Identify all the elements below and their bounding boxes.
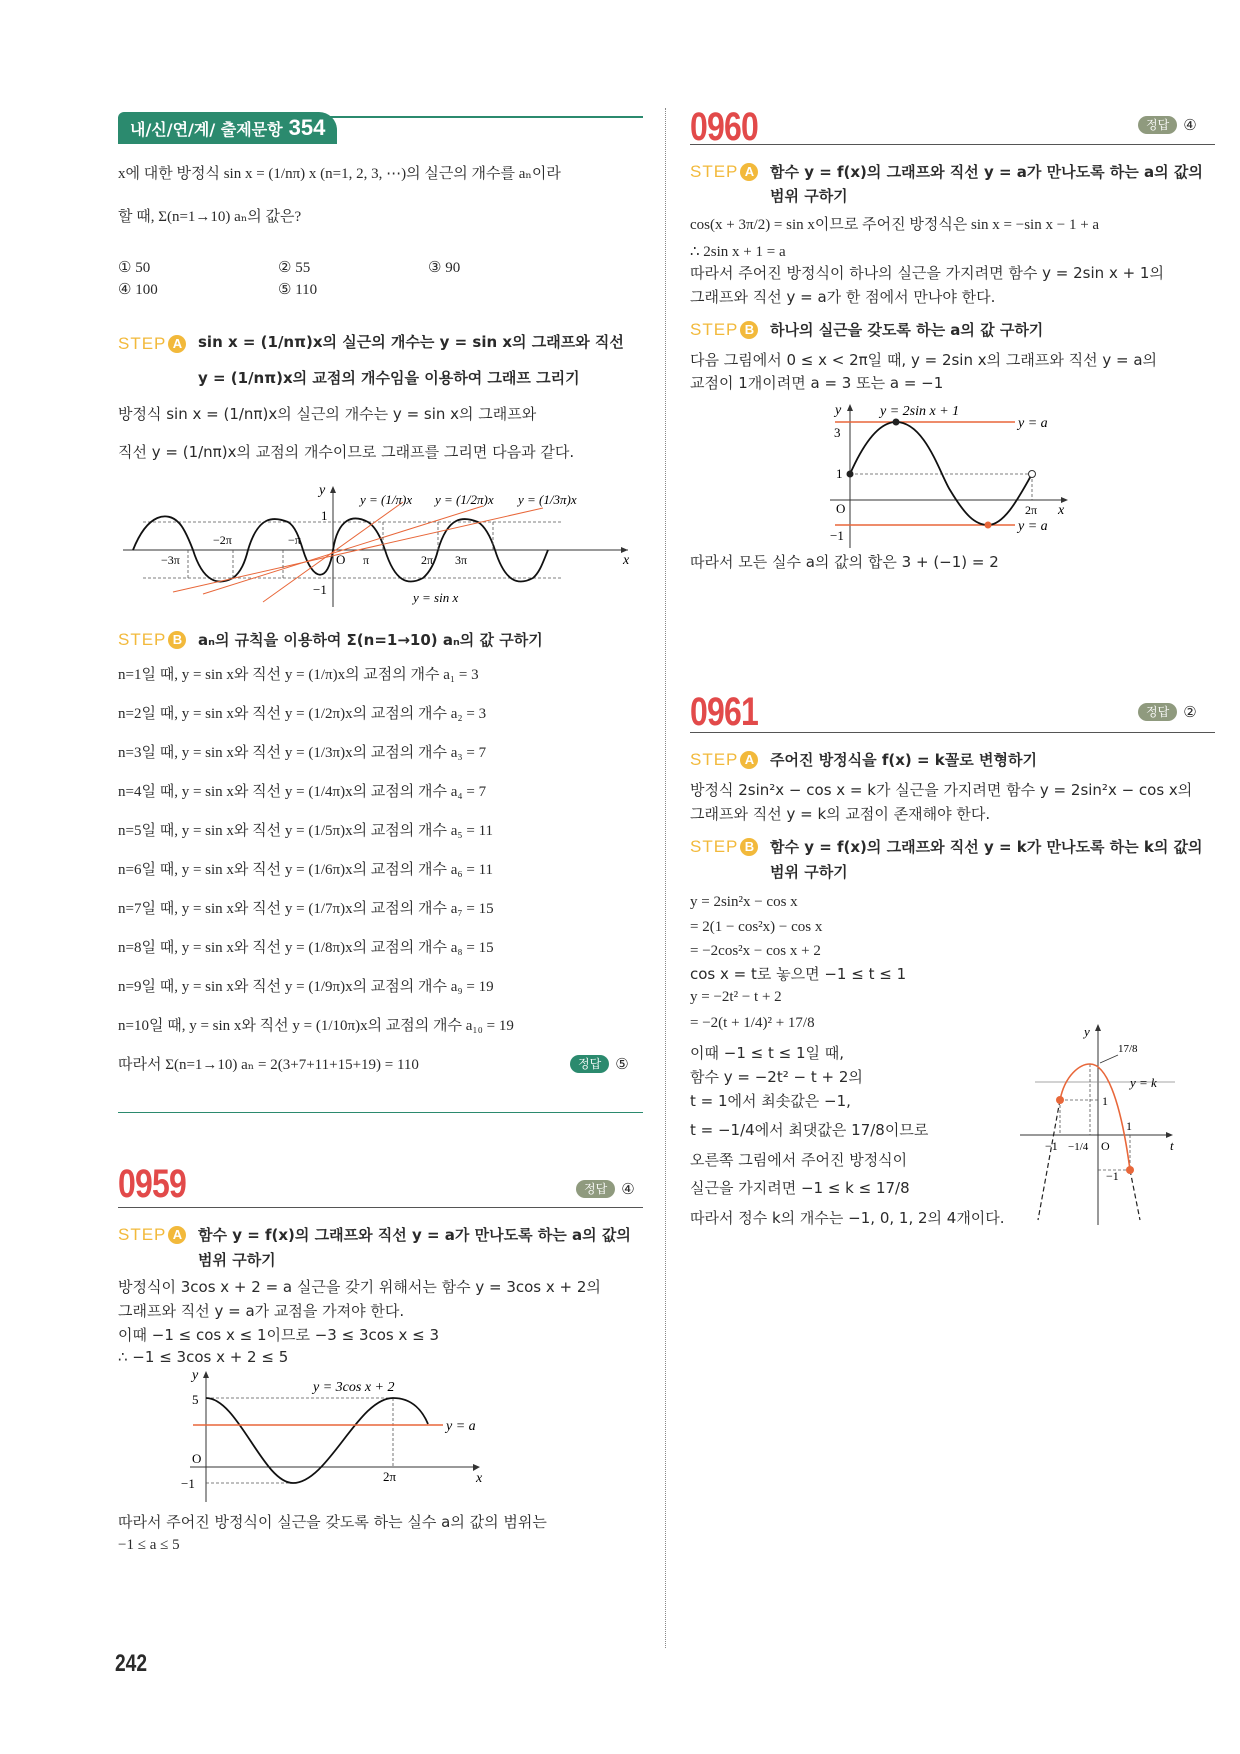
svg-text:O: O xyxy=(836,501,846,516)
svg-text:y: y xyxy=(192,1368,199,1383)
step-a-label: STEP A xyxy=(118,1225,186,1245)
p0959-step-a-title-1: 함수 y = f(x)의 그래프와 직선 y = a가 만나도록 하는 a의 값의 xyxy=(198,1226,631,1244)
step-b-conclusion: 따라서 Σ(n=1→10) aₙ = 2(3+7+11+15+19) = 110 xyxy=(118,1057,419,1073)
left-column xyxy=(118,112,643,1672)
source-tag-number: 354 xyxy=(288,115,326,140)
svg-text:1: 1 xyxy=(836,466,843,481)
step-b-label: STEP B xyxy=(690,320,758,340)
svg-text:1: 1 xyxy=(1126,1119,1132,1133)
parabola-graph-0961 xyxy=(1010,1020,1190,1230)
step-b-title: aₙ의 규칙을 이용하여 Σ(n=1→10) aₙ의 값 구하기 xyxy=(198,631,543,649)
section-rule xyxy=(118,1112,643,1113)
step-b-row-10: n=10일 때, y = sin x와 직선 y = (1/10π)x의 교점의 개수 a₁₀ = 19 xyxy=(118,1018,514,1034)
p0961-body-b-11: 오른쪽 그림에서 주어진 방정식이 xyxy=(690,1151,908,1169)
step-a-title-1: sin x = (1/nπ)x의 실근의 개수는 y = sin x의 그래프와 직선 xyxy=(198,333,624,351)
answer-0960 xyxy=(1138,116,1197,134)
p0961-body-b-1: y = 2sin²x − cos x xyxy=(690,894,798,910)
step-a-heading xyxy=(118,334,186,354)
svg-text:−1: −1 xyxy=(313,582,327,597)
p0960-body-a-1: cos(x + 3π/2) = sin x이므로 주어진 방정식은 sin x = −sin x − 1 + a xyxy=(690,217,1100,233)
p0961-step-b-heading xyxy=(690,837,758,857)
problem-line-2: 할 때, Σ(n=1→10) aₙ의 값은? xyxy=(118,209,302,225)
answer-value: ② xyxy=(1183,703,1197,721)
answer-354 xyxy=(570,1055,629,1073)
svg-text:−1: −1 xyxy=(1045,1139,1058,1153)
step-b-row-5: n=5일 때, y = sin x와 직선 y = (1/5π)x의 교점의 개수 a₅ = 11 xyxy=(118,823,494,839)
p0961-body-b-10: t = −1/4에서 최댓값은 17/8이므로 xyxy=(690,1121,929,1139)
problem-line-1: x에 대한 방정식 sin x = (1/nπ) x (n=1, 2, 3, ⋯)의 실근의 개수를 aₙ이라 xyxy=(118,166,561,182)
source-tag xyxy=(118,112,337,144)
answer-value: ⑤ xyxy=(615,1055,629,1073)
svg-text:y = a: y = a xyxy=(1018,416,1048,431)
step-b-row-7: n=7일 때, y = sin x와 직선 y = (1/7π)x의 교점의 개수 a₇ = 15 xyxy=(118,901,494,917)
svg-text:1: 1 xyxy=(321,508,328,523)
svg-text:x: x xyxy=(623,553,630,568)
step-b-row-6: n=6일 때, y = sin x와 직선 y = (1/6π)x의 교점의 개수 a₆ = 11 xyxy=(118,862,494,878)
svg-text:O: O xyxy=(1101,1139,1110,1153)
answer-pill: 정답 xyxy=(1138,703,1177,721)
p0959-conclusion-2: −1 ≤ a ≤ 5 xyxy=(118,1537,180,1553)
svg-text:y = 2sin x + 1: y = 2sin x + 1 xyxy=(880,404,960,419)
step-b-row-8: n=8일 때, y = sin x와 직선 y = (1/8π)x의 교점의 개수 a₈ = 15 xyxy=(118,940,494,956)
p0961-step-a-title: 주어진 방정식을 f(x) = k꼴로 변형하기 xyxy=(770,751,1037,769)
svg-text:y = 3cos x + 2: y = 3cos x + 2 xyxy=(313,1380,395,1395)
p0959-body-4: ∴ −1 ≤ 3cos x + 2 ≤ 5 xyxy=(118,1348,289,1366)
cos-graph xyxy=(178,1367,498,1507)
choice-2[interactable]: ② 55 xyxy=(278,260,311,276)
p0960-body-b-1: 다음 그림에서 0 ≤ x < 2π일 때, y = 2sin x의 그래프와 직선 y = a의 xyxy=(690,351,1158,369)
svg-text:y: y xyxy=(319,483,326,498)
problem-number-0960: 0960 xyxy=(690,105,758,149)
answer-0959 xyxy=(576,1180,635,1198)
svg-text:π: π xyxy=(363,553,370,567)
answer-0961 xyxy=(1138,703,1197,721)
p0961-body-b-12: 실근을 가지려면 −1 ≤ k ≤ 17/8 xyxy=(690,1179,910,1197)
problem-rule xyxy=(690,732,1215,733)
svg-text:y = a: y = a xyxy=(1018,519,1048,534)
p0961-step-b-title-1: 함수 y = f(x)의 그래프와 직선 y = k가 만나도록 하는 k의 값의 xyxy=(770,838,1203,856)
p0961-body-b-2: = 2(1 − cos²x) − cos x xyxy=(690,919,823,935)
svg-text:3π: 3π xyxy=(455,553,468,567)
p0961-body-b-13: 따라서 정수 k의 개수는 −1, 0, 1, 2의 4개이다. xyxy=(690,1209,1005,1227)
answer-value: ④ xyxy=(621,1180,635,1198)
p0960-body-a-4: 그래프와 직선 y = a가 한 점에서 만나야 한다. xyxy=(690,288,996,306)
svg-text:2π: 2π xyxy=(383,1469,397,1484)
svg-text:y = (1/π)x: y = (1/π)x xyxy=(360,492,413,507)
svg-text:x: x xyxy=(476,1471,483,1486)
svg-text:O: O xyxy=(192,1451,202,1466)
svg-text:y = a: y = a xyxy=(446,1419,476,1434)
p0959-body-2: 그래프와 직선 y = a가 교점을 가져야 한다. xyxy=(118,1302,405,1320)
sine-lines-graph xyxy=(123,482,643,612)
answer-pill: 정답 xyxy=(570,1055,609,1073)
p0961-body-b-3: = −2cos²x − cos x + 2 xyxy=(690,943,821,959)
p0961-body-b-6: = −2(t + 1/4)² + 17/8 xyxy=(690,1015,815,1031)
tag-rule xyxy=(318,116,643,118)
p0960-step-a-title-1: 함수 y = f(x)의 그래프와 직선 y = a가 만나도록 하는 a의 값의 xyxy=(770,163,1203,181)
p0960-step-b-heading xyxy=(690,320,758,340)
step-b-row-3: n=3일 때, y = sin x와 직선 y = (1/3π)x의 교점의 개수 a₃ = 7 xyxy=(118,745,487,761)
svg-text:−1: −1 xyxy=(830,528,844,543)
svg-text:2π: 2π xyxy=(421,553,434,567)
svg-text:−1: −1 xyxy=(1106,1169,1119,1183)
problem-rule xyxy=(118,1207,643,1208)
step-a-title-2: y = (1/nπ)x의 교점의 개수임을 이용하여 그래프 그리기 xyxy=(198,369,580,387)
column-divider xyxy=(665,108,666,1648)
p0960-body-a-3: 따라서 주어진 방정식이 하나의 실근을 가지려면 함수 y = 2sin x + 1의 xyxy=(690,264,1164,282)
step-b-row-9: n=9일 때, y = sin x와 직선 y = (1/9π)x의 교점의 개수 a₉ = 19 xyxy=(118,979,494,995)
svg-text:2π: 2π xyxy=(1025,503,1038,517)
choice-1[interactable]: ① 50 xyxy=(118,260,151,276)
p0959-step-a-heading xyxy=(118,1225,186,1245)
svg-text:3: 3 xyxy=(834,425,841,440)
answer-pill: 정답 xyxy=(576,1180,615,1198)
p0961-step-b-title-2: 범위 구하기 xyxy=(770,863,848,881)
svg-text:17/8: 17/8 xyxy=(1118,1043,1138,1055)
step-b-badge: B xyxy=(168,631,186,649)
step-b-label: STEP B xyxy=(118,630,186,650)
answer-value: ④ xyxy=(1183,116,1197,134)
step-b-heading xyxy=(118,630,186,650)
svg-text:t: t xyxy=(1170,1138,1174,1153)
problem-number-0959: 0959 xyxy=(118,1162,186,1206)
step-b-label: STEP B xyxy=(690,837,758,857)
p0960-conclusion: 따라서 모든 실수 a의 값의 합은 3 + (−1) = 2 xyxy=(690,553,999,571)
p0961-body-b-9: t = 1에서 최솟값은 −1, xyxy=(690,1092,851,1110)
p0961-body-b-8: 함수 y = −2t² − t + 2의 xyxy=(690,1068,863,1086)
svg-text:5: 5 xyxy=(192,1392,199,1407)
p0961-body-b-5: y = −2t² − t + 2 xyxy=(690,989,782,1005)
p0961-body-a-1: 방정식 2sin²x − cos x = k가 실근을 가지려면 함수 y = 2sin²x − cos x의 xyxy=(690,781,1193,799)
step-a-label: STEP A xyxy=(690,162,758,182)
step-a-badge: A xyxy=(168,335,186,353)
svg-text:O: O xyxy=(336,552,346,567)
choice-3[interactable]: ③ 90 xyxy=(428,260,461,276)
step-a-label: STEP A xyxy=(690,750,758,770)
p0961-body-b-4: cos x = t로 놓으면 −1 ≤ t ≤ 1 xyxy=(690,965,907,983)
p0961-body-b-7: 이때 −1 ≤ t ≤ 1일 때, xyxy=(690,1044,845,1062)
page-number: 242 xyxy=(115,1650,148,1677)
svg-text:x: x xyxy=(1058,503,1065,518)
svg-text:y = (1/3π)x: y = (1/3π)x xyxy=(518,492,577,507)
p0961-body-a-2: 그래프와 직선 y = k의 교점이 존재해야 한다. xyxy=(690,805,991,823)
p0959-body-1: 방정식이 3cos x + 2 = a 실근을 갖기 위해서는 함수 y = 3cos x + 2의 xyxy=(118,1278,601,1296)
choice-4[interactable]: ④ 100 xyxy=(118,282,158,298)
svg-text:1: 1 xyxy=(1102,1094,1108,1108)
svg-text:−1/4: −1/4 xyxy=(1068,1141,1089,1153)
svg-text:−3π: −3π xyxy=(161,553,180,567)
svg-text:y: y xyxy=(835,403,842,418)
svg-text:y = k: y = k xyxy=(1130,1075,1157,1090)
svg-text:y: y xyxy=(1084,1024,1090,1039)
problem-number-0961: 0961 xyxy=(690,690,758,734)
p0960-step-a-title-2: 범위 구하기 xyxy=(770,187,848,205)
p0959-body-3: 이때 −1 ≤ cos x ≤ 1이므로 −3 ≤ 3cos x ≤ 3 xyxy=(118,1326,440,1344)
p0961-step-a-heading xyxy=(690,750,758,770)
step-b-row-4: n=4일 때, y = sin x와 직선 y = (1/4π)x의 교점의 개수 a₄ = 7 xyxy=(118,784,487,800)
svg-text:−π: −π xyxy=(288,533,301,547)
p0960-step-a-heading xyxy=(690,162,758,182)
svg-text:−2π: −2π xyxy=(213,533,232,547)
svg-text:y = (1/2π)x: y = (1/2π)x xyxy=(435,492,494,507)
step-a-body-2: 직선 y = (1/nπ)x의 교점의 개수이므로 그래프를 그리면 다음과 같다. xyxy=(118,443,575,461)
p0960-body-a-2: ∴ 2sin x + 1 = a xyxy=(690,244,786,260)
svg-text:−1: −1 xyxy=(181,1476,195,1491)
problem-rule xyxy=(690,144,1215,145)
right-column xyxy=(690,100,1215,1660)
step-a-body-1: 방정식 sin x = (1/nπ)x의 실근의 개수는 y = sin x의 그래프와 xyxy=(118,405,537,423)
p0959-conclusion-1: 따라서 주어진 방정식이 실근을 갖도록 하는 실수 a의 값의 범위는 xyxy=(118,1513,547,1531)
choice-5[interactable]: ⑤ 110 xyxy=(278,282,318,298)
sin-graph-0960 xyxy=(830,400,1090,550)
step-b-row-2: n=2일 때, y = sin x와 직선 y = (1/2π)x의 교점의 개수 a₂ = 3 xyxy=(118,706,487,722)
p0960-step-b-title: 하나의 실근을 갖도록 하는 a의 값 구하기 xyxy=(770,321,1044,339)
p0959-step-a-title-2: 범위 구하기 xyxy=(198,1251,276,1269)
p0960-body-b-2: 교점이 1개이려면 a = 3 또는 a = −1 xyxy=(690,374,944,392)
step-b-row-1: n=1일 때, y = sin x와 직선 y = (1/π)x의 교점의 개수 a₁ = 3 xyxy=(118,667,479,683)
step-a-label: STEP A xyxy=(118,334,186,354)
answer-pill: 정답 xyxy=(1138,116,1177,134)
svg-text:y = sin x: y = sin x xyxy=(413,590,459,605)
source-tag-label: 내/신/연/계/ 출제문항 xyxy=(130,119,283,139)
